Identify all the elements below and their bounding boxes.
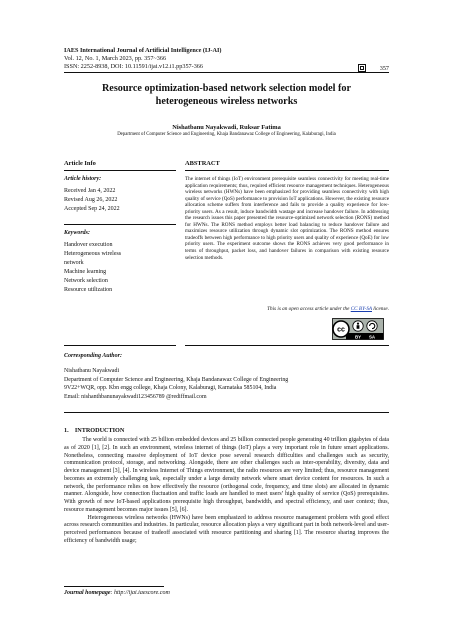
- journal-homepage-link[interactable]: : http://ijai.iaescore.com: [110, 590, 170, 596]
- paper-title: [64, 82, 389, 108]
- sa-label: SA: [368, 334, 376, 340]
- corresponding-address: 9V22+WQR, opp. Kbn engg college, Khaja Colony, Kalaburagi, Karnataka 585104, India: [64, 385, 277, 391]
- article-info-mid-divider: [64, 224, 176, 225]
- journal-name: IAES International Journal of Artificial Intelligence (IJ-AI): [64, 47, 222, 54]
- corresponding-author-label: Corresponding Author:: [64, 353, 122, 359]
- corresponding-bottom-divider: [64, 412, 389, 413]
- page-number-block: [358, 64, 389, 72]
- license-note: [185, 306, 389, 312]
- abstract-body: The internet of things (IoT) environment prerequisite seamless connectivity for meeting real-time application requirements; thus, required efficient resource management techniques. Heterogeneous wireless networks (HWNs) have been emphasized for providing seamless connectivity with high quality of service (QoS) performance to provision IoT applications. However, the existing resource allocation scheme suffers from interference and fails to provide a quality experience for low-priority users. As a result, induce bandwidth wastage and increase handover failure. In addressing the research issues this paper presented the resource-optimized network selection (RONS) method for HWNs. The RONS method employs better load balancing to reduce handover failure and maximizes resource utilization through dynamic slot optimization. The RONS method ensures tradeoffs between high performance to high priority users and quality of experience (QoE) for low priority users. The experiment outcome shows the RONS achieves very good performance in terms of throughput, packet loss, and handover failures in comparison with existing resource selection methods.: [185, 176, 389, 261]
- keyword-item: Handover execution: [64, 242, 113, 248]
- introduction-heading: 1. INTRODUCTION: [64, 427, 125, 434]
- abstract-heading: ABSTRACT: [185, 160, 220, 167]
- introduction-paragraph: The world is connected with 25 billion embedded devices and 25 billion connected people generating 40 trillion gigabytes of data as of 2020 [1], [2]. In such an environment, wireless internet of things (IoT) plays a very important role in future smart applications. Nonetheless, connecting massive deployment of IoT device pose several research difficulties and challenges such as security, communication protocol, storage, and networking. Alongside, there are other challenges such as inter-operability, diversity, data and device management [3], [4]. In wireless Internet of Things environment, the radio resources are very limited; thus, resource management becomes an extremely challenging task, especially under a large density network where smart device content for resources. In such a network, the performance relies on how effectively the resource (orthogonal code, frequency, and time slots) are allocated in dynamic manner. Alongside, how connection fluctuation and traffic loads are handled to meet users’ high quality of service (QoS) prerequisites. With growth of new IoT-based applications prerequisite high throughput, bandwidth, and spectral efficiency, and user context; thus, resource management becomes major issues [5], [6].: [64, 437, 389, 513]
- footer: [64, 590, 170, 596]
- license-link[interactable]: CC BY-SA: [350, 306, 372, 312]
- article-info-bottom-divider: [64, 345, 176, 346]
- introduction-paragraph: Heterogeneous wireless networks (HWNs) have been emphasized to address resource management problem with good effect across research communities and industries. In particular, resource allocation plays a very significant part in both network-level and user-perceived performances because of tradeoff associated with resource partitioning and sharing [1]. The resource sharing improves the efficiency of bandwidth usage;: [64, 514, 389, 544]
- by-label: BY: [354, 334, 362, 340]
- keyword-item: Heterogeneous wireless: [64, 251, 122, 257]
- history-accepted: Accepted Sep 24, 2022: [64, 206, 120, 212]
- keyword-item: Resource utilization: [64, 287, 113, 293]
- page-number: 357: [379, 64, 389, 72]
- history-received: Received Jan 4, 2022: [64, 188, 116, 194]
- article-info-heading: Article Info: [64, 160, 96, 167]
- corresponding-name: Nishatbanu Nayakwadi: [64, 368, 120, 374]
- footer-divider: [64, 586, 164, 587]
- corresponding-email: Email: nishanthbanunayakwadi123456789 @rediffmail.com: [64, 393, 207, 400]
- introduction-body: [64, 437, 389, 546]
- history-label: Article history:: [64, 176, 102, 182]
- keyword-item: network: [64, 260, 84, 266]
- keyword-item: Machine learning: [64, 269, 107, 275]
- title-line: Resource optimization-based network selection model for: [101, 83, 352, 94]
- sa-share-icon: [367, 321, 377, 331]
- abstract-top-divider: [185, 170, 389, 171]
- history-revised: Revised Aug 26, 2022: [64, 197, 118, 203]
- keywords-label: Keywords:: [64, 230, 90, 236]
- volume-line: Vol. 12, No. 1, March 2023, pp. 357~366: [64, 55, 167, 63]
- footer-label: Journal homepage: [64, 590, 111, 596]
- cc-by-sa-icon[interactable]: [332, 318, 384, 340]
- keyword-item: Network selection: [64, 278, 108, 284]
- license-suffix: license.: [372, 306, 389, 312]
- page-box-icon: [358, 64, 366, 72]
- affiliation: Department of Computer Science and Engineering, Khaja Bandanawaz College of Engineering, Kalaburagi, India: [117, 132, 336, 137]
- corresponding-department: Department of Computer Science and Engineering, Khaja Bandanawaz College of Engineering: [64, 376, 289, 383]
- title-line: heterogeneous wireless networks: [155, 96, 298, 107]
- header-divider: [64, 72, 389, 73]
- article-info-top-divider: [64, 170, 176, 171]
- abstract-bottom-divider: [185, 345, 389, 346]
- issn-line: ISSN: 2252-8938, DOI: 10.11591/ijai.v12.i1.pp357-366: [64, 63, 203, 71]
- journal-header: [64, 47, 221, 72]
- license-prefix: This is an open access article under the: [267, 306, 351, 312]
- author-list: Nishatbanu Nayakwadi, Ruksar Fatima: [172, 124, 281, 131]
- cc-mark: cc: [337, 326, 345, 334]
